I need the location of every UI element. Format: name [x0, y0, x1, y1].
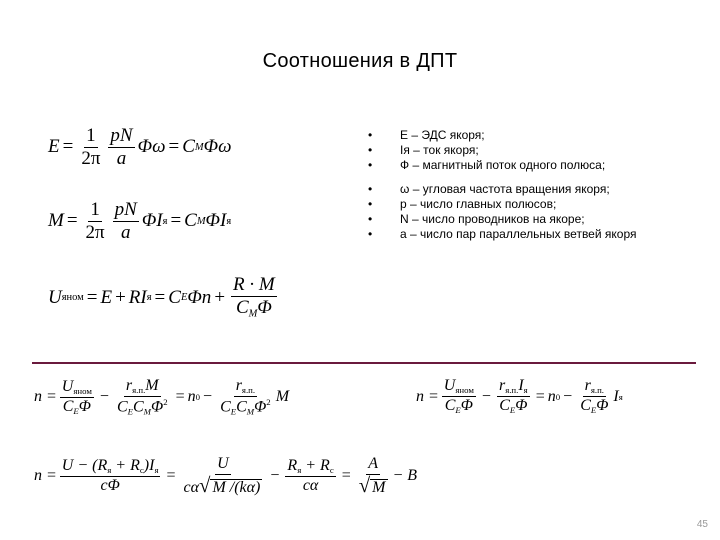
formula-term: C [133, 398, 144, 416]
fraction [113, 200, 139, 243]
formula-term: R [287, 456, 298, 474]
formula-speed-current [416, 378, 623, 416]
formula-term: U [61, 377, 74, 395]
formula-term: r [235, 377, 242, 394]
fraction [115, 378, 170, 417]
fraction [79, 126, 102, 169]
formula-subscript: M [194, 141, 204, 153]
formula-term: E [100, 286, 113, 308]
formula-speed-torque [34, 378, 289, 417]
formula-operator: + [214, 286, 226, 308]
symbol-legend [368, 128, 698, 242]
formula-symbol: M [48, 210, 64, 232]
fraction-numerator: 1 [86, 125, 96, 146]
fraction [442, 378, 476, 416]
formula-term: n [547, 387, 556, 405]
fraction-denominator [357, 475, 390, 497]
legend-item: • E – ЭДС якоря; [368, 128, 698, 143]
formula-symbol: n = [34, 388, 57, 406]
formula-emf [48, 126, 232, 169]
fraction-numerator [60, 379, 94, 398]
formula-subscript: c [139, 464, 144, 475]
formula-subscript: 0 [195, 392, 201, 403]
formula-subscript: я.п. [241, 385, 256, 396]
formula-subscript: яном [455, 385, 474, 396]
formula-term: − B [392, 467, 418, 485]
formula-superscript: 2 [266, 397, 271, 408]
formula-subscript: E [455, 405, 461, 416]
fraction-numerator [583, 378, 606, 397]
formula-term: )I [143, 456, 155, 474]
formula-term: C [184, 210, 197, 232]
formula-operator: + [115, 286, 126, 308]
formula-term: C [168, 286, 181, 308]
fraction-denominator: 2π [81, 147, 101, 169]
legend-item: • ω – угловая частота вращения якоря; [368, 182, 698, 197]
fraction [84, 200, 107, 243]
fraction-denominator [497, 397, 529, 415]
formula-term: Φ [151, 398, 164, 416]
formula-operator: = [62, 136, 74, 158]
formula-term: C [444, 397, 456, 415]
formula-term: C [182, 136, 195, 158]
formula-speed-series [34, 456, 417, 497]
fraction [60, 458, 161, 495]
formula-operator: = [66, 210, 78, 232]
fraction-numerator: pN [114, 199, 137, 220]
fraction-denominator: cα [302, 477, 319, 495]
formula-subscript: я.п. [590, 385, 604, 396]
formula-operator: − [481, 387, 491, 405]
fraction [218, 378, 273, 417]
fraction-denominator: 2π [85, 221, 105, 243]
formula-operator: − [203, 388, 213, 406]
formula-symbol: E [48, 136, 60, 158]
legend-item: • Iя – ток якоря; [368, 143, 698, 158]
formula-operator: = [175, 388, 185, 406]
formula-subscript: c [329, 464, 334, 475]
formula-symbol: n = [416, 387, 439, 405]
fraction-denominator [115, 397, 170, 417]
formula-term: C [580, 397, 591, 415]
formula-subscript: я [523, 385, 528, 396]
fraction-numerator [285, 458, 335, 477]
formula-term: C [62, 397, 74, 415]
formula-operator: − [99, 388, 109, 406]
formula-subscript: 0 [555, 391, 561, 402]
formula-term: Φω [203, 136, 232, 158]
formula-term: C [116, 398, 128, 416]
formula-term: Φ [460, 397, 473, 415]
formula-superscript: 2 [163, 397, 168, 408]
fraction-numerator [497, 378, 530, 397]
fraction-numerator [442, 378, 476, 397]
fraction-numerator: U [215, 456, 231, 475]
formula-term: M [145, 377, 159, 394]
formula-subscript: я [618, 391, 623, 402]
formula-subscript: я [297, 464, 302, 475]
legend-item: • Ф – магнитный поток одного полюса; [368, 158, 698, 173]
formula-subscript: я.п. [505, 385, 519, 396]
fraction [285, 458, 335, 495]
fraction [231, 275, 277, 321]
formula-term: M /(kα) [212, 478, 261, 496]
formula-operator: = [86, 286, 98, 308]
formula-subscript: я.п. [132, 385, 146, 396]
formula-term: + R [111, 456, 140, 474]
formula-term: r [125, 377, 133, 394]
fraction-denominator: cΦ [100, 477, 120, 495]
fraction [60, 379, 94, 417]
formula-subscript: M [143, 406, 151, 417]
legend-item: • p – число главных полюсов; [368, 197, 698, 212]
formula-term: RI [128, 286, 147, 308]
fraction [108, 126, 134, 169]
fraction-denominator [182, 475, 265, 497]
formula-subscript: я [154, 464, 159, 475]
formula-subscript: я [146, 292, 152, 304]
fraction-denominator [234, 297, 274, 321]
formula-term: n [187, 388, 196, 406]
formula-operator: − [563, 387, 573, 405]
formula-operator: = [341, 467, 351, 485]
formula-term: + R [301, 456, 330, 474]
fraction-denominator: a [116, 147, 127, 169]
fraction-numerator [60, 458, 161, 477]
formula-operator: = [154, 286, 166, 308]
formula-subscript: E [509, 405, 516, 416]
formula-symbol: n = [34, 467, 57, 485]
formula-term: M [275, 388, 290, 406]
formula-term: C [236, 398, 247, 416]
fraction [357, 456, 390, 497]
formula-torque [48, 200, 231, 243]
formula-symbol: U [48, 286, 62, 308]
fraction-denominator: a [120, 221, 131, 243]
formula-operator: = [166, 467, 176, 485]
fraction [182, 456, 265, 497]
formula-term: ΦI [205, 210, 227, 232]
formula-subscript: я [226, 215, 232, 227]
formula-term: r [584, 377, 591, 394]
formula-subscript: M [248, 308, 258, 320]
formula-subscript: M [196, 215, 206, 227]
formula-voltage [48, 275, 280, 321]
slide-title: Соотношения в ДПТ [262, 50, 458, 72]
formula-term: r [498, 377, 506, 394]
formula-subscript: я [162, 215, 168, 227]
fraction-numerator [234, 378, 257, 397]
formula-subscript: E [73, 406, 79, 417]
formula-operator: = [535, 387, 545, 405]
section-divider [32, 362, 696, 364]
fraction-numerator [124, 378, 161, 397]
formula-subscript: я [107, 464, 112, 475]
formula-subscript: E [230, 406, 237, 417]
fraction-denominator [578, 397, 610, 415]
formula-term: Φ [254, 398, 267, 416]
formula-term: I [518, 377, 524, 394]
fraction-denominator [218, 397, 273, 417]
fraction [578, 378, 610, 416]
formula-subscript: яном [73, 385, 92, 396]
formula-term: U − (R [61, 456, 108, 474]
fraction-numerator: pN [110, 125, 133, 146]
formula-operator: = [168, 136, 180, 158]
formula-term: ΦI [141, 210, 163, 232]
square-root: √ M [358, 473, 386, 497]
formula-term: Φ [78, 397, 91, 415]
formula-operator: = [170, 210, 182, 232]
legend-item: • a – число пар параллельных ветвей якоря [368, 227, 698, 242]
formula-operator: − [270, 467, 280, 485]
fraction-numerator: A [366, 456, 380, 475]
fraction-numerator: 1 [90, 199, 100, 220]
page-number: 45 [696, 519, 708, 530]
formula-term: C [235, 296, 249, 318]
formula-term: C [499, 397, 510, 415]
formula-subscript: E [127, 406, 133, 417]
fraction [497, 378, 530, 416]
formula-term: I [613, 387, 619, 405]
formula-term: U [443, 377, 456, 394]
formula-subscript: яном [61, 292, 84, 304]
formula-term: C [220, 398, 231, 416]
formula-subscript: E [590, 405, 597, 416]
formula-term: Φ [596, 397, 609, 415]
formula-subscript: M [246, 406, 255, 417]
fraction-denominator [443, 397, 475, 415]
formula-term: Φω [137, 136, 166, 158]
fraction-numerator: R · M [233, 274, 275, 295]
formula-term: cα [183, 478, 200, 496]
formula-term: M [372, 478, 386, 496]
fraction-denominator [61, 398, 93, 416]
formula-term: Φn [187, 286, 212, 308]
formula-subscript: E [180, 292, 188, 304]
legend-item: • N – число проводников на якоре; [368, 212, 698, 227]
formula-term: Φ [515, 397, 528, 415]
square-root: √ M /(kα) [199, 473, 261, 497]
formula-term: Φ [257, 296, 272, 318]
